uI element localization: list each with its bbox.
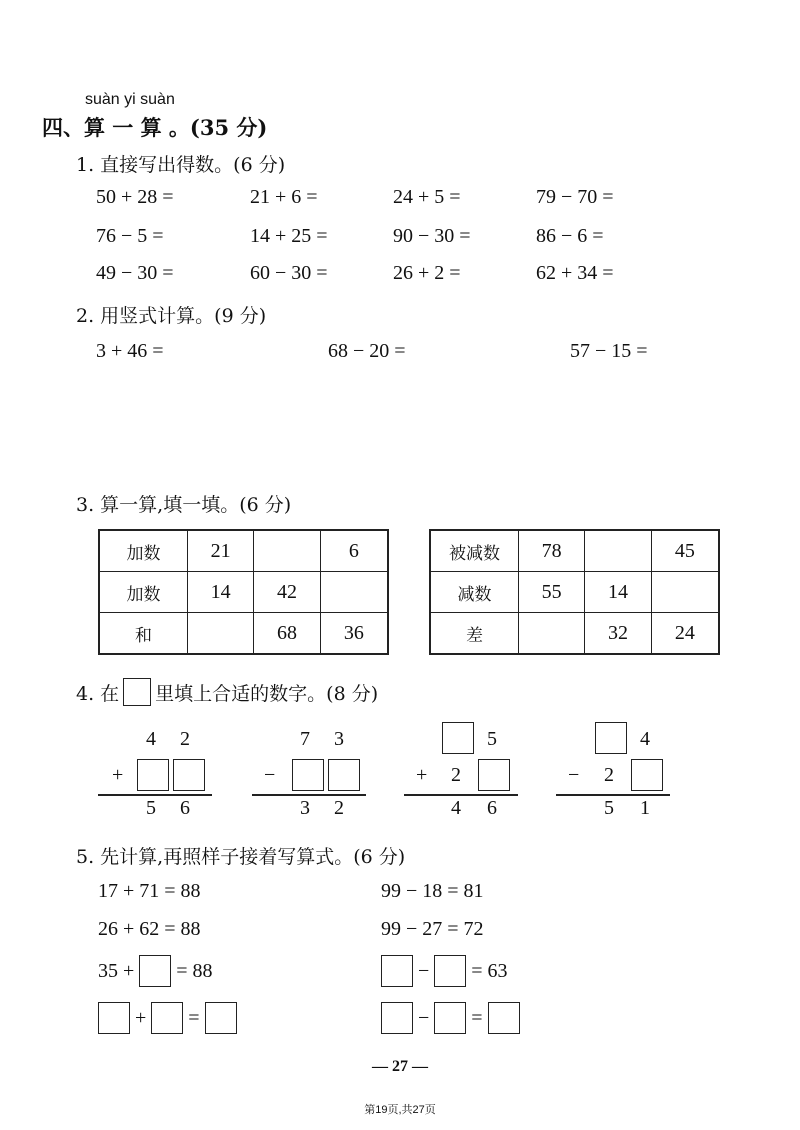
table-cell[interactable]: 55 <box>518 572 584 613</box>
operator: − <box>418 1006 430 1029</box>
answer-box-sample <box>123 678 151 706</box>
vertical-line <box>556 794 670 796</box>
table-cell[interactable] <box>585 530 651 572</box>
table-cell[interactable] <box>254 530 320 572</box>
table-cell[interactable]: 42 <box>254 572 320 613</box>
addition-table <box>98 529 389 655</box>
q1-equation: 14 + 25 = <box>250 225 328 247</box>
digit: 2 <box>604 764 614 786</box>
vertical-line <box>252 794 366 796</box>
table-cell[interactable]: 45 <box>651 530 719 572</box>
answer-box[interactable] <box>434 1002 466 1034</box>
page-info: 第19页,共27页 <box>364 1104 436 1116</box>
q5-expr-text: 35 + <box>98 959 135 982</box>
q2-item: 68 − 20 = <box>328 340 406 362</box>
table-cell[interactable]: 21 <box>187 530 253 572</box>
pinyin-annotation: suàn yi suàn <box>85 91 175 108</box>
answer-box[interactable] <box>631 759 663 791</box>
table-label: 被减数 <box>430 530 518 572</box>
q1-equation: 62 + 34 = <box>536 262 614 284</box>
digit: 2 <box>334 797 344 819</box>
digit: 5 <box>487 728 497 750</box>
answer-box[interactable] <box>381 1002 413 1034</box>
answer-box[interactable] <box>381 955 413 987</box>
answer-box[interactable] <box>478 759 510 791</box>
table-label: 减数 <box>430 572 518 613</box>
q2-item: 3 + 46 = <box>96 340 164 362</box>
q5-expr-text: = 63 <box>471 959 508 982</box>
operator: − <box>568 764 580 786</box>
digit: 6 <box>487 797 497 819</box>
answer-box[interactable] <box>137 759 169 791</box>
table-cell[interactable]: 32 <box>585 613 651 655</box>
table-label: 加数 <box>99 572 187 613</box>
q1-equation: 24 + 5 = <box>393 186 461 208</box>
operator: = <box>188 1006 200 1029</box>
operator: + <box>416 764 428 786</box>
answer-box[interactable] <box>442 722 474 754</box>
answer-box[interactable] <box>488 1002 520 1034</box>
digit: 2 <box>451 764 461 786</box>
table-cell[interactable]: 14 <box>585 572 651 613</box>
digit: 7 <box>300 728 310 750</box>
operator: + <box>135 1006 147 1029</box>
q1-equation: 76 − 5 = <box>96 225 164 247</box>
vertical-line <box>98 794 212 796</box>
q2-title: 2. 用竖式计算。(9 分) <box>76 305 267 327</box>
table-cell[interactable] <box>518 613 584 655</box>
q1-equation: 90 − 30 = <box>393 225 471 247</box>
table-cell[interactable]: 6 <box>320 530 388 572</box>
table-cell[interactable] <box>651 572 719 613</box>
operator: − <box>418 959 430 982</box>
digit: 4 <box>451 797 461 819</box>
q5-blank-row <box>381 1002 520 1034</box>
table-label: 和 <box>99 613 187 655</box>
table-cell[interactable]: 14 <box>187 572 253 613</box>
q5-example: 99 − 18 = 81 <box>381 880 484 902</box>
q5-fill-row <box>98 955 213 987</box>
operator: − <box>264 764 276 786</box>
subtraction-table <box>429 529 720 655</box>
q4-title-suffix: 里填上合适的数字。(8 分) <box>155 682 379 705</box>
answer-box[interactable] <box>98 1002 130 1034</box>
q5-fill-row <box>381 955 508 987</box>
answer-box[interactable] <box>205 1002 237 1034</box>
q1-equation: 86 − 6 = <box>536 225 604 247</box>
answer-box[interactable] <box>139 955 171 987</box>
q1-equation: 21 + 6 = <box>250 186 318 208</box>
answer-box[interactable] <box>292 759 324 791</box>
q1-equation: 79 − 70 = <box>536 186 614 208</box>
q5-example: 26 + 62 = 88 <box>98 918 201 940</box>
digit: 3 <box>334 728 344 750</box>
digit: 4 <box>146 728 156 750</box>
operator: = <box>471 1006 483 1029</box>
table-cell[interactable]: 24 <box>651 613 719 655</box>
table-label: 加数 <box>99 530 187 572</box>
q1-equation: 26 + 2 = <box>393 262 461 284</box>
table-label: 差 <box>430 613 518 655</box>
operator: + <box>112 764 124 786</box>
digit: 1 <box>640 797 650 819</box>
page-number: — 27 — <box>372 1058 428 1075</box>
answer-box[interactable] <box>595 722 627 754</box>
digit: 3 <box>300 797 310 819</box>
table-cell[interactable]: 78 <box>518 530 584 572</box>
q1-equation: 50 + 28 = <box>96 186 174 208</box>
vertical-line <box>404 794 518 796</box>
q4-title-prefix: 4. 在 <box>76 682 120 705</box>
q1-equation: 60 − 30 = <box>250 262 328 284</box>
q3-title: 3. 算一算,填一填。(6 分) <box>76 494 292 516</box>
q5-example: 99 − 27 = 72 <box>381 918 484 940</box>
q4-title <box>76 678 378 706</box>
q2-item: 57 − 15 = <box>570 340 648 362</box>
answer-box[interactable] <box>328 759 360 791</box>
table-cell[interactable]: 36 <box>320 613 388 655</box>
digit: 5 <box>146 797 156 819</box>
q5-example: 17 + 71 = 88 <box>98 880 201 902</box>
q1-equation: 49 − 30 = <box>96 262 174 284</box>
q5-title: 5. 先计算,再照样子接着写算式。(6 分) <box>76 846 406 868</box>
digit: 4 <box>640 728 650 750</box>
table-cell[interactable] <box>187 613 253 655</box>
answer-box[interactable] <box>151 1002 183 1034</box>
q5-expr-text: = 88 <box>176 959 213 982</box>
answer-box[interactable] <box>434 955 466 987</box>
digit: 6 <box>180 797 190 819</box>
digit: 5 <box>604 797 614 819</box>
section-title: 四、算 一 算 。(35 分) <box>42 115 268 140</box>
table-cell[interactable] <box>320 572 388 613</box>
q1-title: 1. 直接写出得数。(6 分) <box>76 154 286 176</box>
q5-blank-row <box>98 1002 237 1034</box>
digit: 2 <box>180 728 190 750</box>
answer-box[interactable] <box>173 759 205 791</box>
table-cell[interactable]: 68 <box>254 613 320 655</box>
